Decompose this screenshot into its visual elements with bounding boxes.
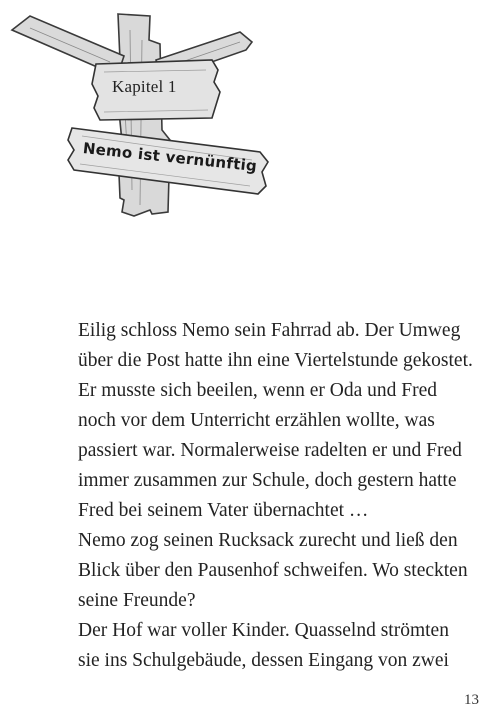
page-number: 13	[464, 692, 479, 708]
body-text	[78, 316, 483, 676]
text-line: passiert war. Normalerweise radelten er und Fred	[78, 440, 462, 461]
chapter-signpost-illustration	[0, 0, 491, 240]
chapter-label: Kapitel 1	[112, 77, 177, 96]
text-line: Nemo zog seinen Rucksack zurecht und ließ den	[78, 530, 458, 551]
text-line: Fred bei seinem Vater übernachtet …	[78, 500, 369, 521]
text-line: Der Hof war voller Kinder. Quasselnd strömten	[78, 620, 449, 641]
text-line: Er musste sich beeilen, wenn er Oda und Fred	[78, 380, 438, 401]
text-line: Eilig schloss Nemo sein Fahrrad ab. Der Umweg	[78, 320, 461, 341]
chapter-title: Nemo ist vernünftig	[82, 139, 258, 176]
text-line: immer zusammen zur Schule, doch gestern hatte	[78, 470, 457, 491]
text-line: seine Freunde?	[78, 590, 196, 611]
text-line: sie ins Schulgebäude, dessen Eingang von zwei	[78, 650, 449, 671]
text-line: noch vor dem Unterricht erzählen wollte, was	[78, 410, 435, 431]
text-line: Blick über den Pausenhof schweifen. Wo steckten	[78, 560, 468, 581]
text-line: über die Post hatte ihn eine Viertelstunde gekostet.	[78, 350, 473, 371]
